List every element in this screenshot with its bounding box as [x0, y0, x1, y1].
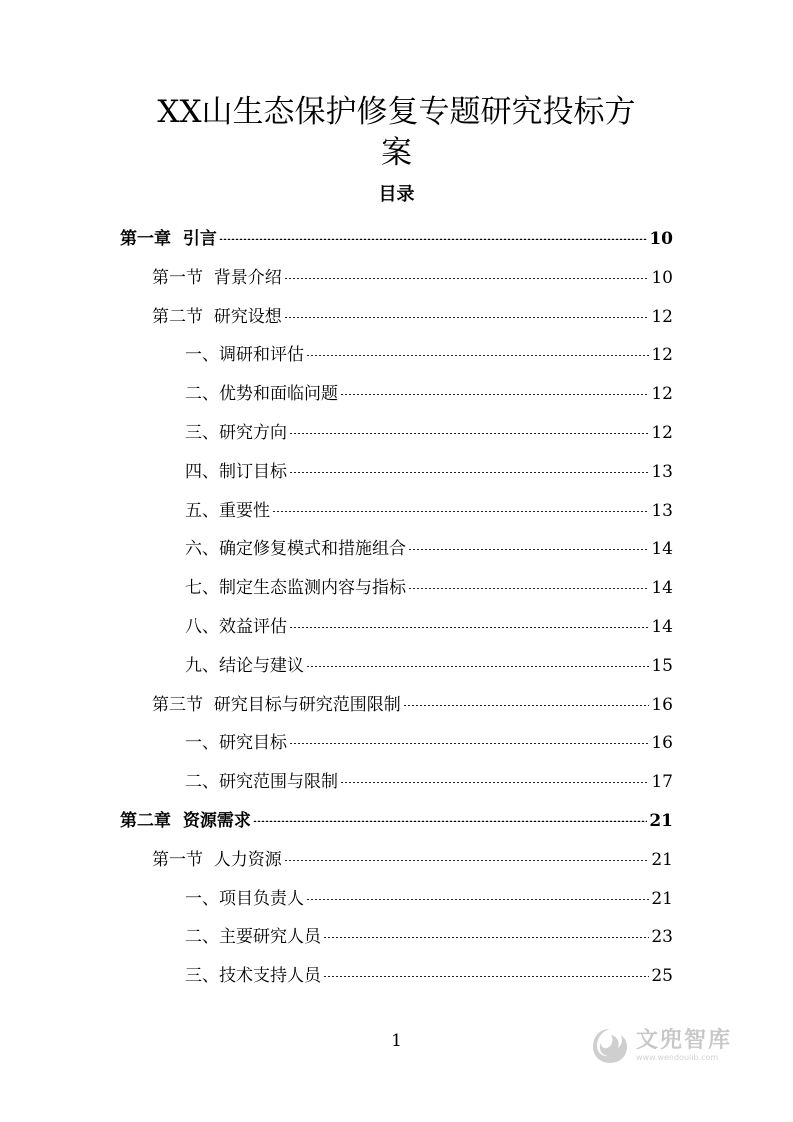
- toc-entry-page: 23: [651, 927, 673, 947]
- toc-dot-leader: [253, 816, 647, 822]
- watermark-url: www.wendoulib.com: [636, 1053, 719, 1062]
- toc-dot-leader: [289, 467, 649, 473]
- toc-dot-leader: [219, 234, 647, 240]
- toc-subsection-entry[interactable]: [185, 963, 673, 989]
- toc-chapter-entry[interactable]: [120, 808, 673, 834]
- toc-entry-label: 一、研究目标: [185, 733, 287, 753]
- toc-subsection-entry[interactable]: [185, 886, 673, 912]
- toc-entry-label: 二、主要研究人员: [185, 927, 321, 947]
- toc-entry-label: 第三节 研究目标与研究范围限制: [152, 695, 401, 715]
- toc-entry-page: 13: [651, 501, 673, 521]
- toc-heading: 目录: [378, 184, 415, 205]
- toc-entry-label: 第二节 研究设想: [152, 307, 282, 327]
- toc-entry-label: 三、技术支持人员: [185, 966, 321, 986]
- toc-section-entry[interactable]: [152, 265, 673, 291]
- toc-entry-page: 21: [651, 889, 673, 909]
- toc-entry-page: 16: [651, 695, 673, 715]
- toc-subsection-entry[interactable]: [185, 381, 673, 407]
- toc-entry-label: 六、确定修复模式和措施组合: [185, 539, 406, 559]
- toc-dot-leader: [340, 777, 649, 783]
- toc-entry-label: 五、重要性: [185, 501, 270, 521]
- toc-dot-leader: [306, 661, 649, 667]
- toc-section-entry[interactable]: [152, 847, 673, 873]
- toc-entry-label: 第一节 人力资源: [152, 850, 282, 870]
- toc-entry-label: 三、研究方向: [185, 423, 287, 443]
- toc-entry-page: 16: [651, 733, 673, 753]
- toc-subsection-entry[interactable]: [185, 459, 673, 485]
- toc-entry-label: 八、效益评估: [185, 617, 287, 637]
- document-title: [120, 92, 673, 174]
- toc-section-entry[interactable]: [152, 304, 673, 330]
- watermark: [590, 1020, 775, 1072]
- toc-entry-page: 12: [651, 307, 673, 327]
- toc-entry-page: 21: [651, 850, 673, 870]
- toc-subsection-entry[interactable]: [185, 924, 673, 950]
- toc-dot-leader: [289, 428, 649, 434]
- toc-subsection-entry[interactable]: [185, 769, 673, 795]
- toc-dot-leader: [403, 700, 650, 706]
- toc-dot-leader: [289, 738, 649, 744]
- toc-dot-leader: [323, 971, 649, 977]
- toc-entry-page: 21: [649, 811, 673, 831]
- toc-entry-page: 12: [651, 345, 673, 365]
- toc-subsection-entry[interactable]: [185, 614, 673, 640]
- document-title-line-1: XX山生态保护修复专题研究投标方: [157, 94, 636, 130]
- page-number: 1: [391, 1031, 402, 1051]
- toc-entry-label: 九、结论与建议: [185, 656, 304, 676]
- toc-entry-label: 第一章 引言: [120, 229, 217, 249]
- toc-subsection-entry[interactable]: [185, 342, 673, 368]
- toc-dot-leader: [408, 544, 649, 550]
- toc-dot-leader: [284, 855, 650, 861]
- toc-subsection-entry[interactable]: [185, 730, 673, 756]
- toc-subsection-entry[interactable]: [185, 575, 673, 601]
- toc-entry-label: 一、调研和评估: [185, 345, 304, 365]
- toc-section-entry[interactable]: [152, 692, 673, 718]
- toc-entry-page: 17: [651, 772, 673, 792]
- toc-dot-leader: [272, 506, 649, 512]
- toc-entry-label: 二、优势和面临问题: [185, 384, 338, 404]
- toc-entry-label: 第一节 背景介绍: [152, 268, 282, 288]
- toc-entry-page: 14: [651, 539, 673, 559]
- toc-entry-label: 第二章 资源需求: [120, 811, 251, 831]
- toc-dot-leader: [306, 350, 649, 356]
- toc-dot-leader: [284, 273, 650, 279]
- toc-entry-label: 四、制订目标: [185, 462, 287, 482]
- toc-dot-leader: [323, 932, 649, 938]
- toc-entry-page: 12: [651, 423, 673, 443]
- toc-subsection-entry[interactable]: [185, 498, 673, 524]
- toc-entry-page: 13: [651, 462, 673, 482]
- watermark-name: 文兜智库: [636, 1028, 733, 1053]
- toc-dot-leader: [284, 312, 650, 318]
- toc-subsection-entry[interactable]: [185, 536, 673, 562]
- wendou-logo-icon: [590, 1026, 630, 1066]
- toc-entry-page: 14: [651, 617, 673, 637]
- document-title-line-2: 案: [381, 135, 412, 171]
- toc-entry-page: 25: [651, 966, 673, 986]
- toc-entry-page: 15: [651, 656, 673, 676]
- toc-dot-leader: [289, 622, 649, 628]
- toc-entry-label: 七、制定生态监测内容与指标: [185, 578, 406, 598]
- toc-chapter-entry[interactable]: [120, 226, 673, 252]
- toc-entry-label: 二、研究范围与限制: [185, 772, 338, 792]
- toc-entry-page: 12: [651, 384, 673, 404]
- toc-entry-page: 14: [651, 578, 673, 598]
- toc-subsection-entry[interactable]: [185, 420, 673, 446]
- toc-entry-page: 10: [651, 268, 673, 288]
- toc-entry-page: 10: [649, 229, 673, 249]
- toc-dot-leader: [306, 894, 649, 900]
- toc-dot-leader: [408, 583, 649, 589]
- toc-subsection-entry[interactable]: [185, 653, 673, 679]
- toc-dot-leader: [340, 389, 649, 395]
- toc-entry-label: 一、项目负责人: [185, 889, 304, 909]
